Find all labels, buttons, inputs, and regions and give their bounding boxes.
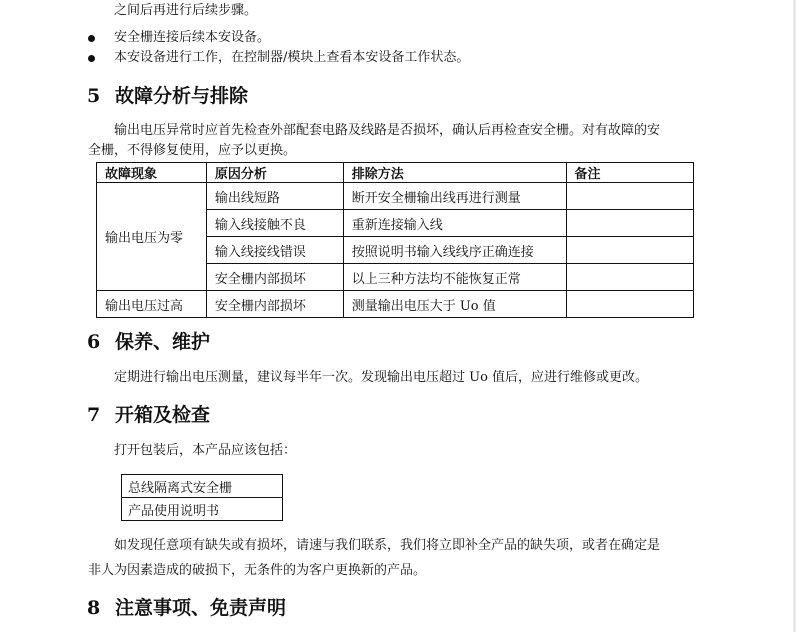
section-8-title: 注意事项、免责声明	[115, 597, 287, 619]
bullet-dot-icon	[88, 35, 95, 42]
cause-cell: 安全栅内部损坏	[206, 264, 343, 291]
cause-cell: 安全栅内部损坏	[206, 291, 343, 318]
section-7-number: 7	[87, 404, 101, 426]
header-note: 备注	[566, 163, 693, 183]
section-7-title: 开箱及检查	[115, 404, 211, 426]
cause-cell: 输入线接线错误	[206, 237, 343, 264]
fault-table	[96, 162, 694, 318]
fix-cell: 测量输出电压大于 Uo 值	[343, 291, 566, 318]
table-row	[122, 498, 283, 521]
section-5-title: 故障分析与排除	[115, 85, 249, 107]
bullet-item-1: 安全栅连接后续本安设备。	[114, 30, 271, 45]
symptom-cell: 输出电压为零	[97, 183, 207, 291]
section-6-heading	[87, 330, 210, 354]
fix-cell: 以上三种方法均不能恢复正常	[343, 264, 566, 291]
section-5-heading	[87, 84, 248, 108]
section-7-heading	[87, 403, 210, 427]
bullet-dot-icon	[88, 55, 95, 62]
package-item: 产品使用说明书	[122, 498, 283, 521]
section-6-title: 保养、维护	[115, 331, 211, 353]
section-5-paragraph-line-1: 输出电压异常时应首先检查外部配套电路及线路是否损坏，确认后再检查安全栅。对有故障的安	[114, 123, 661, 138]
header-fix: 排除方法	[343, 163, 566, 183]
cause-cell: 输出线短路	[206, 183, 343, 210]
note-cell	[566, 237, 693, 264]
section-8-number: 8	[87, 597, 101, 619]
bullet-item-2: 本安设备进行工作，在控制器/模块上查看本安设备工作状态。	[114, 50, 470, 65]
fix-cell: 按照说明书输入线线序正确连接	[343, 237, 566, 264]
section-7-after-line-1: 如发现任意项有缺失或有损坏，请速与我们联系，我们将立即补全产品的缺失项，或者在确定是	[114, 538, 661, 553]
intro-tail-text: 之间后再进行后续步骤。	[114, 3, 258, 18]
symptom-cell: 输出电压过高	[97, 291, 207, 318]
section-8-heading	[87, 596, 286, 620]
note-cell	[566, 264, 693, 291]
table-row	[97, 183, 694, 210]
note-cell	[566, 183, 693, 210]
package-contents-table	[121, 474, 283, 521]
note-cell	[566, 291, 693, 318]
header-cause: 原因分析	[206, 163, 343, 183]
header-symptom: 故障现象	[97, 163, 207, 183]
section-7-paragraph: 打开包装后，本产品应该包括：	[114, 443, 297, 458]
note-cell	[566, 210, 693, 237]
section-6-paragraph: 定期进行输出电压测量，建议每半年一次。发现输出电压超过 Uo 值后，应进行维修或更改。	[114, 370, 649, 385]
table-row	[122, 475, 283, 498]
section-6-number: 6	[87, 331, 101, 353]
table-row	[97, 291, 694, 318]
fix-cell: 重新连接输入线	[343, 210, 566, 237]
package-item: 总线隔离式安全栅	[122, 475, 283, 498]
section-5-number: 5	[87, 85, 101, 107]
fault-table-header-row	[97, 163, 694, 183]
section-7-after-line-2: 非人为因素造成的破损下，无条件的为客户更换新的产品。	[88, 563, 427, 578]
section-5-paragraph-line-2: 全栅，不得修复使用，应予以更换。	[88, 143, 297, 158]
fix-cell: 断开安全栅输出线再进行测量	[343, 183, 566, 210]
cause-cell: 输入线接触不良	[206, 210, 343, 237]
